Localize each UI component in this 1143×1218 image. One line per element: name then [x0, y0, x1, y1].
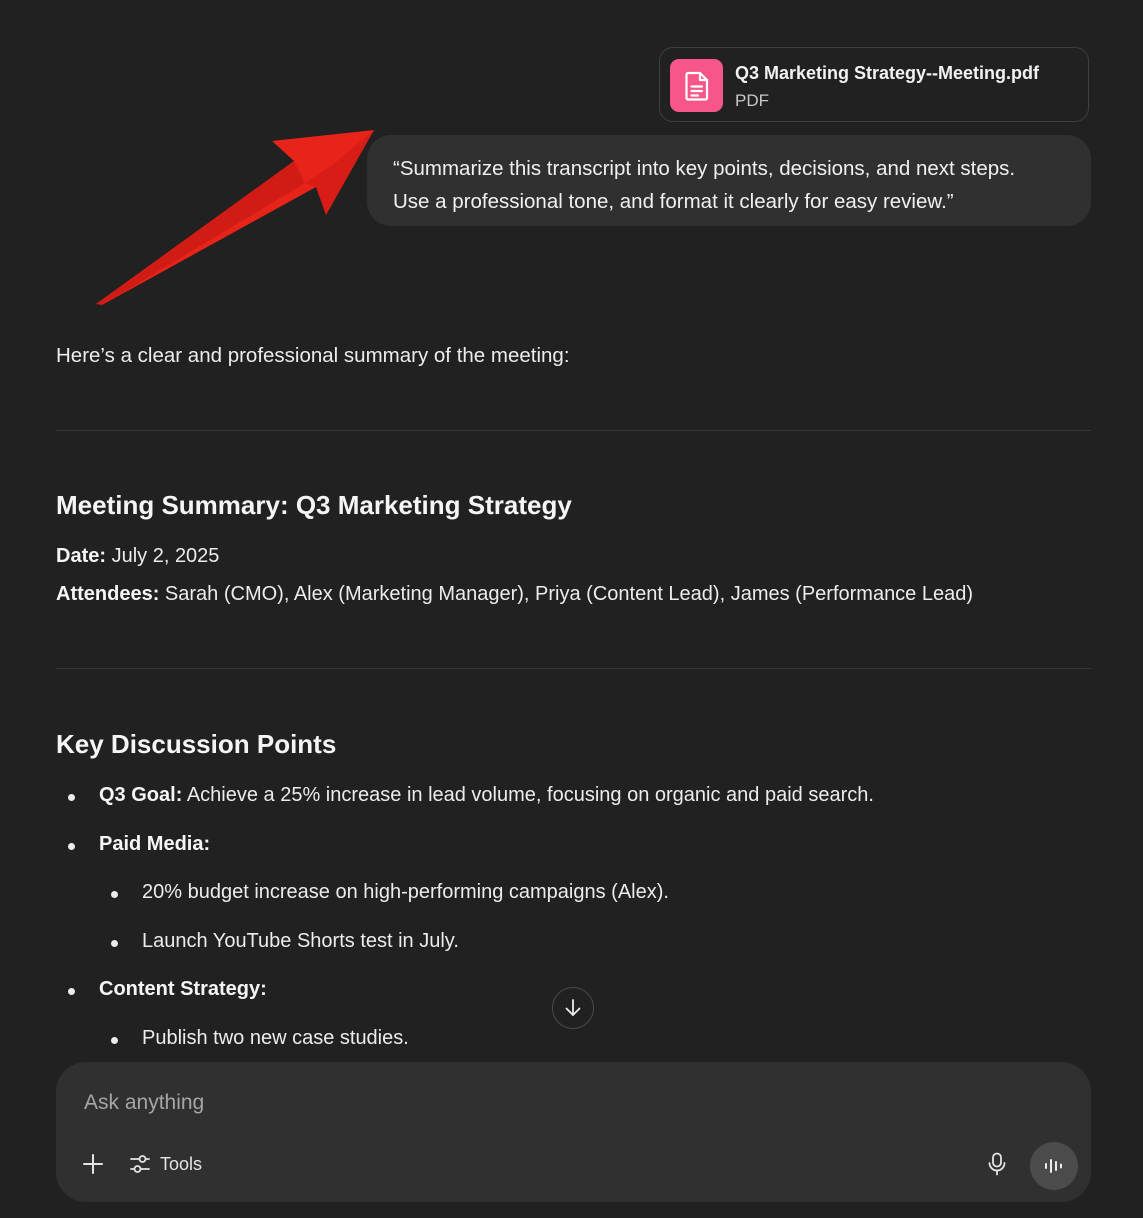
- content-strategy-item: Publish two new case studies.: [142, 1027, 409, 1049]
- pdf-attachment-card[interactable]: [659, 47, 1089, 122]
- prompt-input[interactable]: Ask anything: [84, 1091, 205, 1114]
- list-item: [142, 1027, 409, 1050]
- section-divider: [56, 668, 1091, 669]
- key-points-heading: Key Discussion Points: [56, 729, 337, 759]
- section-divider: [56, 430, 1091, 431]
- red-arrow-annotation: [90, 125, 390, 315]
- attachment-file-name: Q3 Marketing Strategy--Meeting.pdf: [735, 63, 1040, 83]
- list-item: [99, 978, 267, 1001]
- sliders-icon: [129, 1153, 151, 1175]
- date-label: Date:: [56, 545, 107, 567]
- list-item: [99, 784, 874, 807]
- content-strategy-label: Content Strategy:: [99, 978, 267, 1000]
- q3-goal-label: Q3 Goal:: [99, 784, 183, 806]
- waveform-icon: [1043, 1156, 1065, 1176]
- message-composer: [56, 1062, 1091, 1202]
- attendees-line: [56, 583, 973, 606]
- q3-goal-text: Achieve a 25% increase in lead volume, focusing on organic and paid search.: [186, 784, 874, 806]
- list-item: [142, 881, 669, 904]
- paid-media-item: Launch YouTube Shorts test in July.: [142, 930, 459, 952]
- scroll-to-bottom-button[interactable]: [552, 987, 594, 1029]
- meeting-date-line: [56, 545, 219, 568]
- document-icon: [670, 59, 723, 112]
- attendees-label: Attendees:: [56, 583, 160, 605]
- list-item: [142, 930, 459, 953]
- user-message-bubble: [367, 135, 1091, 226]
- user-message-line: “Summarize this transcript into key points, decisions, and next steps.: [393, 157, 1016, 180]
- bullet-dot: [68, 794, 75, 801]
- dictate-button[interactable]: [984, 1151, 1010, 1177]
- bullet-dot: [68, 988, 75, 995]
- add-attachment-button[interactable]: [80, 1151, 106, 1177]
- summary-heading: Meeting Summary: Q3 Marketing Strategy: [56, 490, 572, 520]
- tools-button[interactable]: [129, 1151, 202, 1177]
- bullet-dot: [111, 1037, 118, 1044]
- bullet-dot: [68, 843, 75, 850]
- microphone-icon: [987, 1152, 1007, 1176]
- bullet-dot: [111, 891, 118, 898]
- arrow-down-icon: [563, 998, 583, 1018]
- paid-media-item: 20% budget increase on high-performing campaigns (Alex).: [142, 881, 669, 903]
- voice-mode-button[interactable]: [1030, 1142, 1078, 1190]
- attachment-file-type: PDF: [735, 91, 769, 110]
- plus-icon: [82, 1153, 104, 1175]
- attendees-value: Sarah (CMO), Alex (Marketing Manager), Priya (Content Lead), James (Performance Lead): [164, 583, 974, 605]
- list-item: [99, 833, 210, 856]
- user-message-line: Use a professional tone, and format it clearly for easy review.”: [393, 190, 954, 213]
- tools-label: Tools: [160, 1153, 203, 1174]
- assistant-intro-text: Here’s a clear and professional summary of the meeting:: [56, 344, 570, 367]
- date-value: July 2, 2025: [111, 545, 220, 567]
- bullet-dot: [111, 940, 118, 947]
- paid-media-label: Paid Media:: [99, 833, 211, 855]
